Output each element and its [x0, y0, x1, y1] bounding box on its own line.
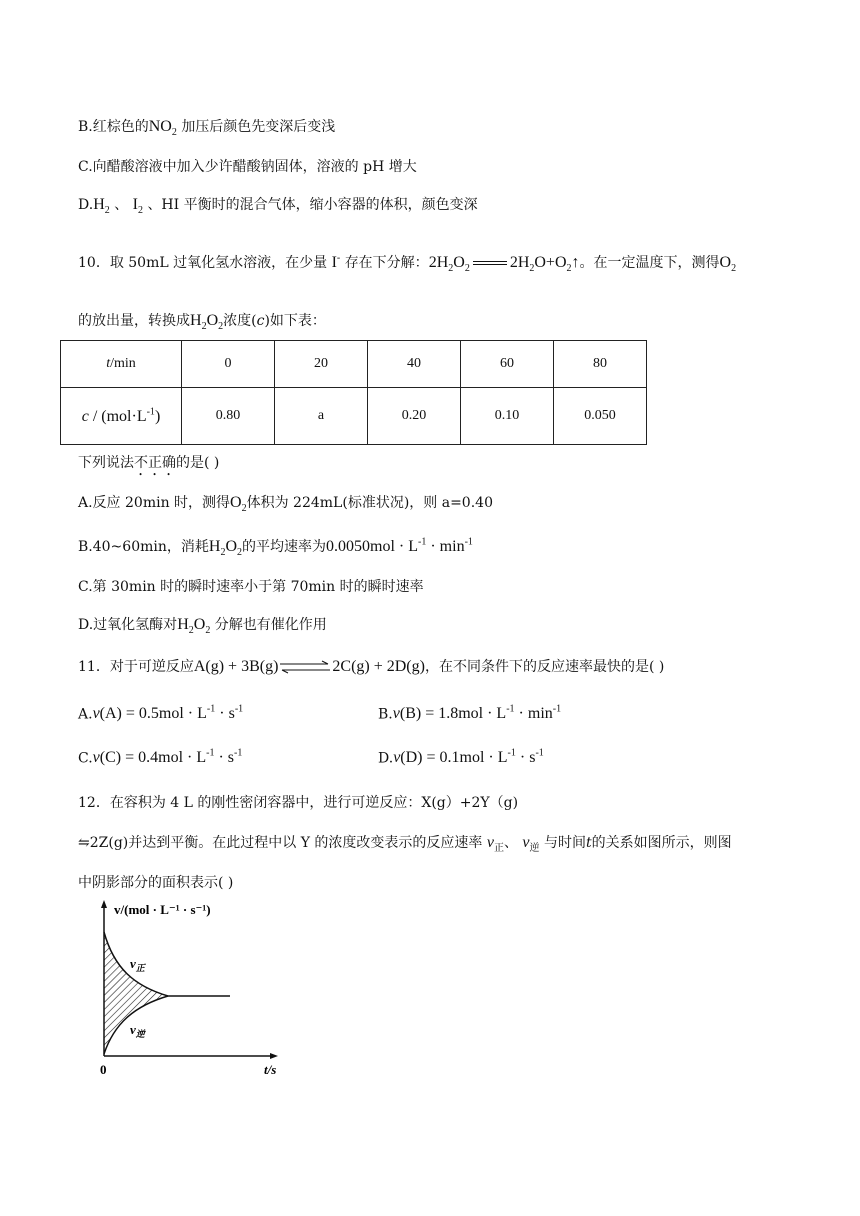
- q10-stem-line1: 10．取 50mL 过氧化氢水溶液，在少量 I- 存在下分解：$2H_2O_2$ $2H_2O+O_2↑$。在一定温度下，测得$O_2$: [78, 252, 737, 275]
- q11-option-c: $C.v(C) = 0.4mol \cdot L^{-1} \cdot s^{-1}$: [78, 748, 243, 767]
- q12-stem-line3: 中阴影部分的面积表示( ): [78, 875, 234, 891]
- y-axis-label: v/(mol · L⁻¹ · s⁻¹): [114, 902, 211, 917]
- table-time-cell: 80: [554, 341, 647, 388]
- option-c-prev: C.向醋酸溶液中加入少许醋酸钠固体，溶液的 pH 增大: [78, 159, 417, 175]
- q12-stem-line2: ⇋2Z(g)并达到平衡。在此过程中以 Y 的浓度改变表示的反应速率 $v_正$、 $v_逆$ 与时间t的关系如图所示，则图: [78, 834, 732, 855]
- table-time-cell: 0: [182, 341, 275, 388]
- q11-option-a: $A.v(A) = 0.5mol \cdot L^{-1} \cdot s^{-1}$: [78, 704, 244, 723]
- x-axis-arrow-icon: [270, 1053, 278, 1059]
- table-value-cell: 0.80: [182, 388, 275, 445]
- q10-stem-line2: 的放出量，转换成$H_2O_2$浓度(c)如下表：: [78, 312, 326, 333]
- concentration-table: [60, 340, 647, 445]
- q10-option-c: C.第 30min 时的瞬时速率小于第 70min 时的瞬时速率: [78, 579, 424, 595]
- q11-option-d: $D.v(D) = 0.1mol \cdot L^{-1} \cdot s^{-1}$: [378, 748, 544, 767]
- table-time-cell: 20: [275, 341, 368, 388]
- option-b-prev: B.红棕色的$NO_2$ 加压后颜色先变深后变浅: [78, 118, 336, 139]
- q11-stem: 11．对于可逆反应A(g) + 3B(g) 2C(g) + 2D(g)，在不同条件下的反应速率最快的是( ): [78, 658, 665, 675]
- q10-option-b: B.40~60min，消耗$H_2O_2$的平均速率为$0.0050mol \cdot L^{-1} \cdot \min^{-1}$: [78, 536, 473, 559]
- reverse-rate-label: $v_逆$: [130, 1022, 145, 1039]
- q10-option-d: D.过氧化氢酶对$H_2O_2$ 分解也有催化作用: [78, 616, 327, 637]
- table-header-label: t/min: [61, 341, 182, 388]
- q12-stem-line1: 12．在容积为 4 L 的刚性密闭容器中，进行可逆反应：X(g）+2Y（g): [78, 795, 519, 811]
- table-row-label: $c / (mol\cdot L^{-1})$: [61, 388, 182, 445]
- origin-label: 0: [100, 1062, 107, 1077]
- option-d-prev: $D.H_2$ 、 $I_2$ 、HI 平衡时的混合气体，缩小容器的体积，颜色变深: [78, 196, 478, 217]
- forward-rate-label: $v_正$: [130, 956, 145, 973]
- table-value-cell: 0.20: [368, 388, 461, 445]
- y-axis-arrow-icon: [101, 900, 107, 908]
- q11-option-b: $B.v(B) = 1.8mol \cdot L^{-1} \cdot \min^{-1}$: [378, 704, 562, 723]
- q10-option-a: A.反应 20min 时，测得$O_2$体积为 224mL(标准状况)，则 a=0.40: [78, 494, 493, 515]
- equilibrium-arrow-icon: [278, 660, 332, 674]
- table-time-cell: 40: [368, 341, 461, 388]
- x-axis-label: t/s: [264, 1062, 277, 1077]
- table-value-cell: a: [275, 388, 368, 445]
- table-time-cell: 60: [461, 341, 554, 388]
- q10-reaction-equation: $2H_2O_2$ $2H_2O+O_2↑$: [428, 254, 580, 275]
- table-value-cell: 0.050: [554, 388, 647, 445]
- q10-prompt: 下列说法不正确的是( ): [78, 455, 220, 471]
- table-value-cell: 0.10: [461, 388, 554, 445]
- rate-time-graph: [88, 898, 308, 1078]
